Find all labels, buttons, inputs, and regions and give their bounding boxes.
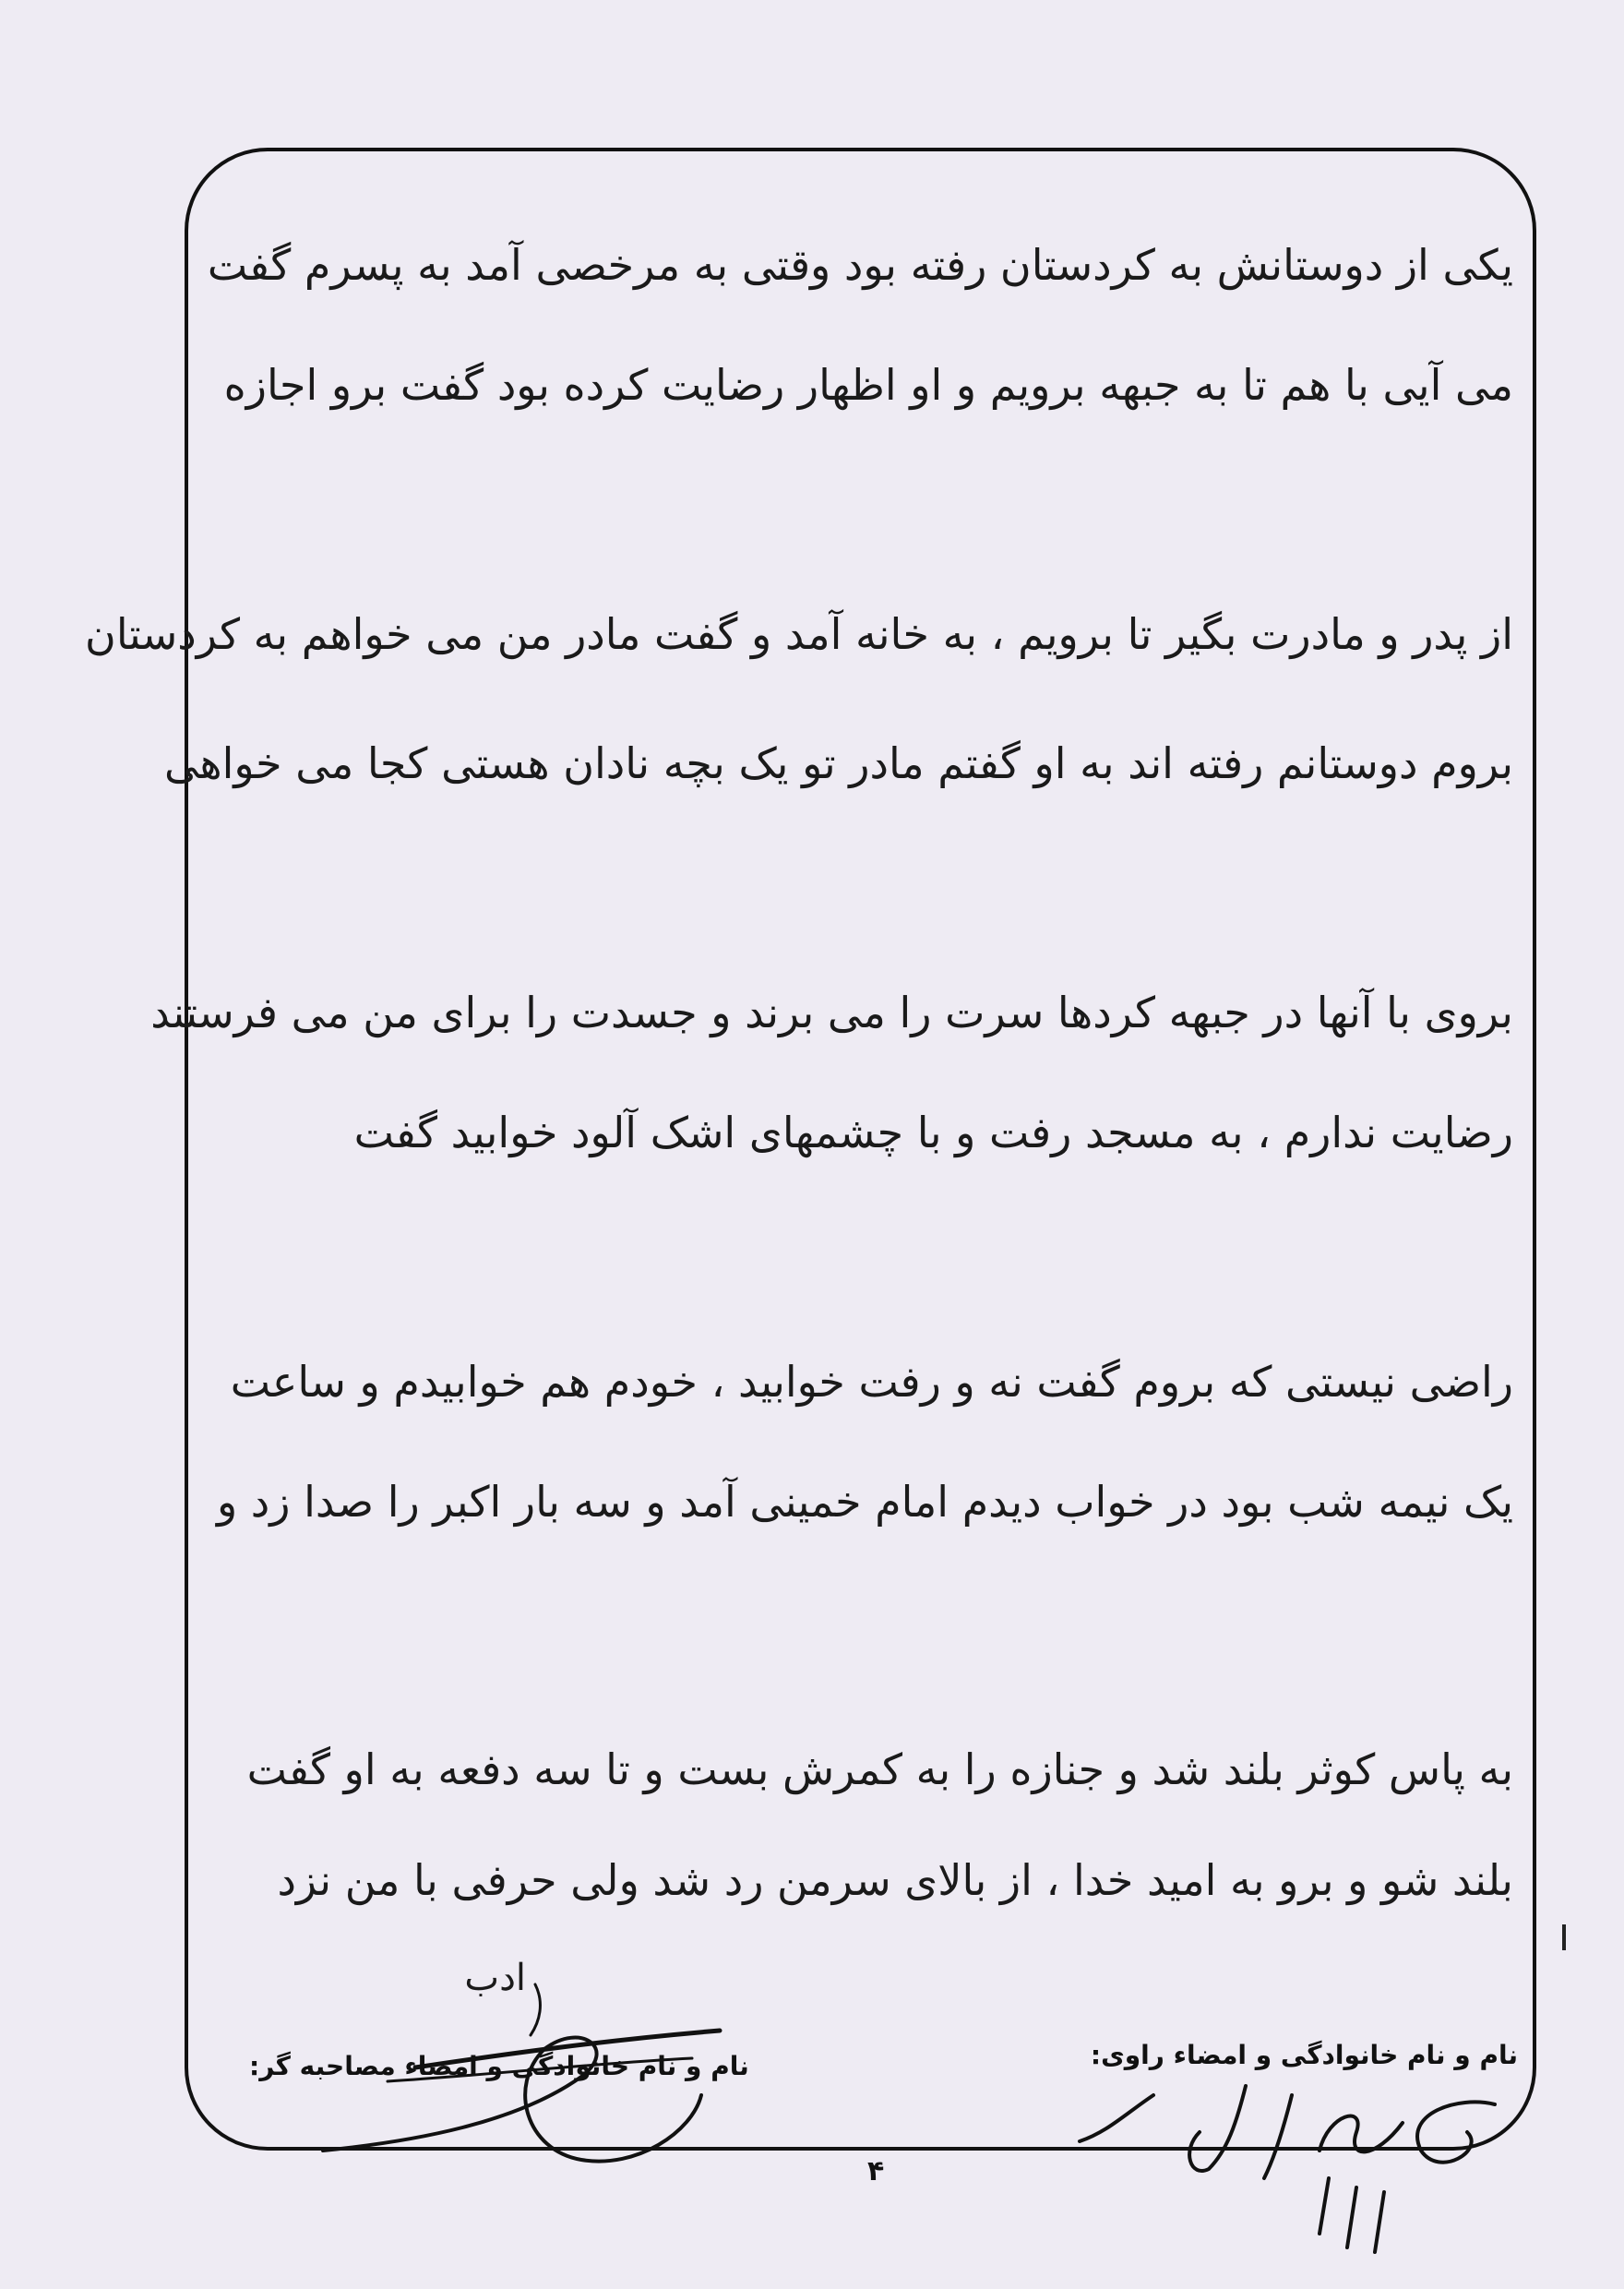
margin-mark bbox=[1562, 1924, 1566, 1950]
narrator-signature-label: نام و نام خانوادگی و امضاء راوی: bbox=[1090, 2040, 1518, 2070]
text-line-4: بروم دوستانم رفته اند به او گفتم مادر تو یک بچه نادان هستی کجا می خواهی bbox=[164, 738, 1513, 788]
text-line-5: بروی با آنها در جبهه کردها سرت را می برند و جسدت را برای من می فرستند bbox=[150, 988, 1513, 1037]
interviewer-signature-label: نام و نام خانوادگی و امضاء مصاحبه گر: bbox=[249, 2051, 749, 2081]
page-number: ۴ bbox=[867, 2155, 885, 2187]
handwritten-note: ادب bbox=[464, 1957, 526, 1999]
text-line-9: به پاس کوثر بلند شد و جنازه را به کمرش بست و تا سه دفعه به او گفت bbox=[246, 1744, 1513, 1794]
handwritten-text-body bbox=[85, 185, 1513, 1999]
text-line-1: یکی از دوستانش به کردستان رفته بود وقتی به مرخصی آمد به پسرم گفت bbox=[207, 240, 1513, 290]
narrator-signature bbox=[1052, 2040, 1532, 2271]
interviewer-signature bbox=[304, 1966, 766, 2178]
text-line-3: از پدر و مادرت بگیر تا برویم ، به خانه آمد و گفت مادر من می خواهم به کردستان bbox=[85, 609, 1513, 659]
text-line-6: رضایت ندارم ، به مسجد رفت و با چشمهای اشک آلود خوابید گفت bbox=[353, 1108, 1513, 1157]
text-line-7: راضی نیستی که بروم گفت نه و رفت خوابید ، خودم هم خوابیدم و ساعت bbox=[230, 1357, 1513, 1407]
text-line-10: بلند شو و برو به امید خدا ، از بالای سرمن رد شد ولی حرفی با من نزد bbox=[277, 1855, 1513, 1905]
text-line-2: می آیی با هم تا به جبهه برویم و او اظهار رضایت کرده بود گفت برو اجازه bbox=[223, 360, 1513, 410]
text-line-8: یک نیمه شب بود در خواب دیدم امام خمینی آمد و سه بار اکبر را صدا زد و bbox=[216, 1477, 1513, 1527]
